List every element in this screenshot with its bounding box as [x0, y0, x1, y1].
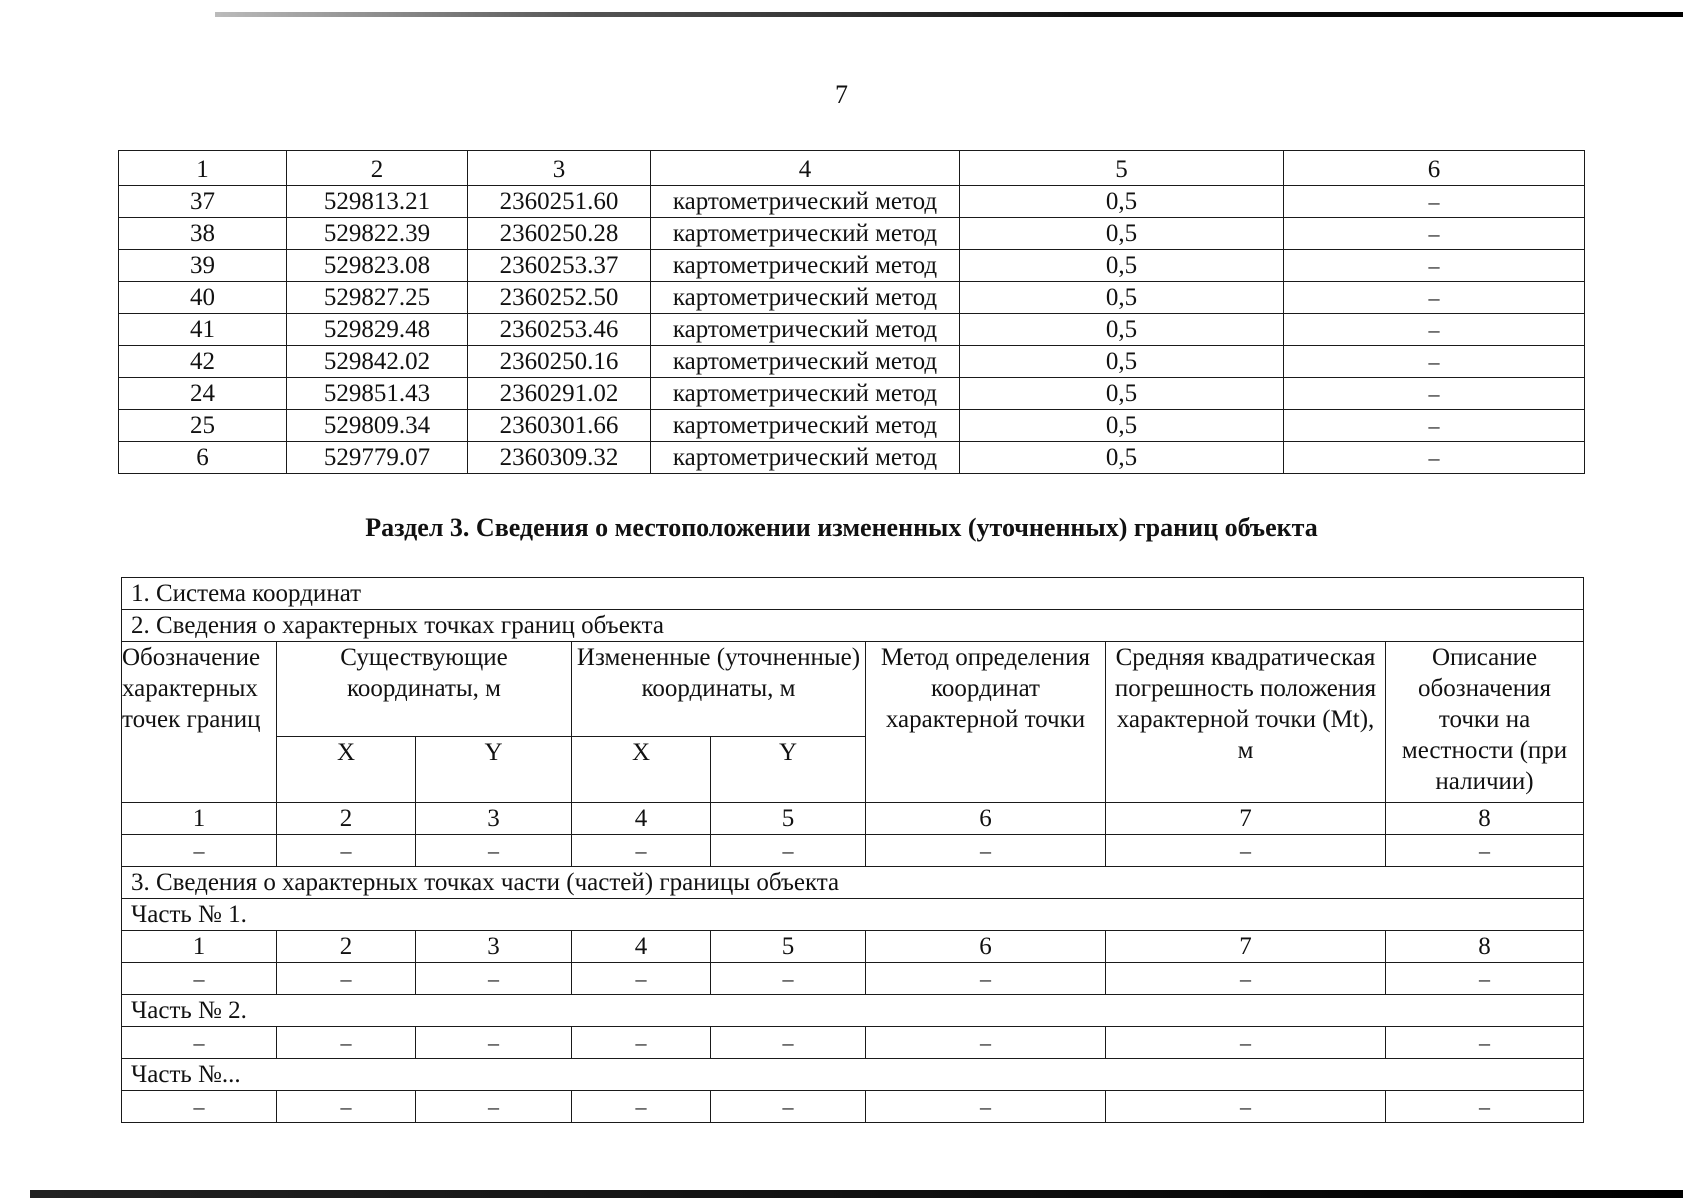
table-header-row	[119, 151, 1585, 186]
coord-x: 529779.07	[287, 442, 468, 474]
empty-cell: –	[122, 963, 277, 995]
coord-x: 529827.25	[287, 282, 468, 314]
column-number: 2	[277, 803, 416, 835]
point-id: 41	[119, 314, 287, 346]
header-point-designation: Обозначение характерных точек границ	[122, 642, 277, 803]
empty-cell: –	[711, 835, 866, 867]
empty-cell: –	[866, 1027, 1106, 1059]
empty-cell: –	[1386, 1027, 1584, 1059]
coord-y: 2360301.66	[468, 410, 651, 442]
point-id: 39	[119, 250, 287, 282]
coord-x: 529822.39	[287, 218, 468, 250]
coord-y: 2360309.32	[468, 442, 651, 474]
coordinates-table	[118, 150, 1585, 474]
column-number: 1	[122, 931, 277, 963]
method: картометрический метод	[651, 250, 960, 282]
coord-x: 529851.43	[287, 378, 468, 410]
header-existing-x: X	[277, 736, 416, 802]
error-value: 0,5	[960, 442, 1284, 474]
description: –	[1284, 250, 1585, 282]
table-row	[119, 346, 1585, 378]
coord-x: 529813.21	[287, 186, 468, 218]
column-number: 3	[416, 803, 572, 835]
empty-data-row	[122, 1027, 1584, 1059]
table-row	[119, 314, 1585, 346]
error-value: 0,5	[960, 218, 1284, 250]
empty-cell: –	[277, 963, 416, 995]
empty-cell: –	[1106, 1027, 1386, 1059]
part-2-row	[122, 995, 1584, 1027]
description: –	[1284, 378, 1585, 410]
point-id: 38	[119, 218, 287, 250]
coord-y: 2360291.02	[468, 378, 651, 410]
empty-cell: –	[416, 1027, 572, 1059]
empty-cell: –	[711, 1027, 866, 1059]
empty-cell: –	[711, 1091, 866, 1123]
coord-system-label: 1. Система координат	[122, 578, 1584, 610]
point-id: 42	[119, 346, 287, 378]
error-value: 0,5	[960, 186, 1284, 218]
error-value: 0,5	[960, 378, 1284, 410]
table-row	[119, 410, 1585, 442]
part-n-label: Часть №...	[122, 1059, 1584, 1091]
column-number: 4	[572, 931, 711, 963]
empty-cell: –	[572, 963, 711, 995]
table-row	[119, 442, 1585, 474]
parts-info-label: 3. Сведения о характерных точках части (частей) границы объекта	[122, 867, 1584, 899]
coord-system-row	[122, 578, 1584, 610]
table-row	[119, 378, 1585, 410]
empty-cell: –	[277, 1091, 416, 1123]
table-row	[119, 218, 1585, 250]
error-value: 0,5	[960, 410, 1284, 442]
column-number: 5	[711, 931, 866, 963]
table-row	[119, 250, 1585, 282]
empty-cell: –	[572, 1091, 711, 1123]
empty-cell: –	[416, 1091, 572, 1123]
point-id: 6	[119, 442, 287, 474]
description: –	[1284, 282, 1585, 314]
empty-cell: –	[122, 1027, 277, 1059]
table-row	[119, 186, 1585, 218]
coord-x: 529829.48	[287, 314, 468, 346]
description: –	[1284, 218, 1585, 250]
table-header-row	[122, 642, 1584, 737]
empty-cell: –	[572, 1027, 711, 1059]
empty-cell: –	[122, 835, 277, 867]
description: –	[1284, 186, 1585, 218]
coord-x: 529809.34	[287, 410, 468, 442]
coord-x: 529842.02	[287, 346, 468, 378]
coord-y: 2360253.46	[468, 314, 651, 346]
empty-cell: –	[1386, 963, 1584, 995]
column-number: 6	[866, 931, 1106, 963]
method: картометрический метод	[651, 282, 960, 314]
empty-cell: –	[122, 1091, 277, 1123]
header-cell: 1	[119, 151, 287, 186]
description: –	[1284, 346, 1585, 378]
empty-cell: –	[416, 835, 572, 867]
scan-edge-bottom	[30, 1190, 1683, 1198]
method: картометрический метод	[651, 346, 960, 378]
empty-cell: –	[711, 963, 866, 995]
coord-y: 2360253.37	[468, 250, 651, 282]
parts-info-row	[122, 867, 1584, 899]
empty-cell: –	[277, 1027, 416, 1059]
empty-data-row	[122, 1091, 1584, 1123]
header-description: Описание обозначения точки на местности (при наличии)	[1386, 642, 1584, 803]
header-existing-y: Y	[416, 736, 572, 802]
point-id: 25	[119, 410, 287, 442]
empty-data-row	[122, 963, 1584, 995]
table-row	[119, 282, 1585, 314]
column-numbers-row	[122, 803, 1584, 835]
column-number: 4	[572, 803, 711, 835]
method: картометрический метод	[651, 314, 960, 346]
header-cell: 3	[468, 151, 651, 186]
empty-cell: –	[1106, 1091, 1386, 1123]
part-2-label: Часть № 2.	[122, 995, 1584, 1027]
coord-y: 2360252.50	[468, 282, 651, 314]
empty-data-row	[122, 835, 1584, 867]
column-number: 7	[1106, 931, 1386, 963]
page-number: 7	[835, 80, 848, 109]
column-number: 1	[122, 803, 277, 835]
header-cell: 4	[651, 151, 960, 186]
description: –	[1284, 442, 1585, 474]
method: картометрический метод	[651, 186, 960, 218]
method: картометрический метод	[651, 218, 960, 250]
header-changed-coords: Измененные (уточненные) координаты, м	[572, 642, 866, 737]
empty-cell: –	[1386, 835, 1584, 867]
error-value: 0,5	[960, 282, 1284, 314]
part-n-row	[122, 1059, 1584, 1091]
description: –	[1284, 314, 1585, 346]
column-number: 8	[1386, 803, 1584, 835]
empty-cell: –	[866, 835, 1106, 867]
part-1-row	[122, 899, 1584, 931]
column-number: 7	[1106, 803, 1386, 835]
column-number: 2	[277, 931, 416, 963]
points-info-label: 2. Сведения о характерных точках границ объекта	[122, 610, 1584, 642]
point-id: 40	[119, 282, 287, 314]
method: картометрический метод	[651, 378, 960, 410]
part-1-label: Часть № 1.	[122, 899, 1584, 931]
point-id: 24	[119, 378, 287, 410]
empty-cell: –	[416, 963, 572, 995]
empty-cell: –	[1106, 963, 1386, 995]
header-changed-y: Y	[711, 736, 866, 802]
error-value: 0,5	[960, 346, 1284, 378]
coord-x: 529823.08	[287, 250, 468, 282]
empty-cell: –	[1386, 1091, 1584, 1123]
error-value: 0,5	[960, 314, 1284, 346]
empty-cell: –	[277, 835, 416, 867]
point-id: 37	[119, 186, 287, 218]
description: –	[1284, 410, 1585, 442]
column-number: 6	[866, 803, 1106, 835]
coord-y: 2360251.60	[468, 186, 651, 218]
column-number: 3	[416, 931, 572, 963]
header-changed-x: X	[572, 736, 711, 802]
scan-edge-top	[215, 12, 1683, 17]
empty-cell: –	[1106, 835, 1386, 867]
empty-cell: –	[572, 835, 711, 867]
section-title: Раздел 3. Сведения о местоположении измененных (уточненных) границ объекта	[365, 513, 1318, 542]
boundary-points-table	[121, 577, 1584, 1123]
header-cell: 6	[1284, 151, 1585, 186]
column-number: 5	[711, 803, 866, 835]
method: картометрический метод	[651, 442, 960, 474]
points-info-row	[122, 610, 1584, 642]
error-value: 0,5	[960, 250, 1284, 282]
empty-cell: –	[866, 1091, 1106, 1123]
coord-y: 2360250.28	[468, 218, 651, 250]
header-existing-coords: Существующие координаты, м	[277, 642, 572, 737]
column-numbers-row	[122, 931, 1584, 963]
empty-cell: –	[866, 963, 1106, 995]
column-number: 8	[1386, 931, 1584, 963]
header-method: Метод определения координат характерной точки	[866, 642, 1106, 803]
coord-y: 2360250.16	[468, 346, 651, 378]
header-cell: 5	[960, 151, 1284, 186]
header-cell: 2	[287, 151, 468, 186]
header-mean-error: Средняя квадратическая погрешность положения характерной точки (Mt), м	[1106, 642, 1386, 803]
method: картометрический метод	[651, 410, 960, 442]
